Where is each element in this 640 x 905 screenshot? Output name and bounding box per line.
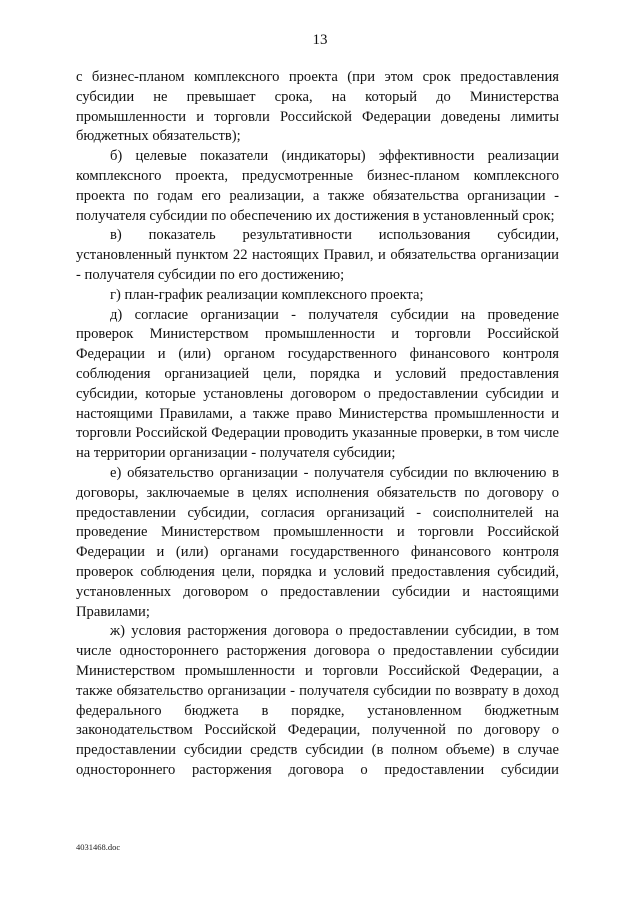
paragraph-zh: ж) условия расторжения договора о предоставлении субсидии, в том числе одностороннего расторжения договора о предоставлении субсидии Министерством промышленности и торговли Российской Федерации, а также обязательство организации - получателя субсидии по возврату в доход федерального бюджета в порядке, установленном бюджетным законодательством Российской Федерации, полученной по договору о предоставлении субсидии средств субсидии (в полном объеме) в случае одностороннего расторжения договора о предоставлении субсидии (76, 623, 559, 778)
paragraph-g: г) план-график реализации комплексного проекта; (110, 286, 424, 303)
paragraph-v: в) показатель результативности использования субсидии, установленный пунктом 22 настоящих Правил, и обязательства организации - получателя субсидии по его достижению; (76, 227, 559, 283)
paragraph-e: е) обязательство организации - получателя субсидии по включению в договоры, заключаемые в целях исполнения обязательств по договору о предоставлении субсидии, согласия организаций - соисполнителей на проведение Министерством промышленности и торговли Российской Федерации и (или) органами государственного финансового контроля проверок соблюдения цели, порядка и условий предоставления субсидий, установленных договором о предоставлении субсидии и настоящими Правилами; (76, 464, 559, 620)
paragraph-b: б) целевые показатели (индикаторы) эффективности реализации комплексного проекта, предусмотренные бизнес-планом комплексного проекта по годам его реализации, а также обязательства организации - получателя субсидии по обеспечению их достижения в установленный срок; (76, 148, 559, 224)
footer-file-name: 4031468.doc (76, 842, 121, 852)
document-body (76, 68, 559, 781)
paragraph-continuation: с бизнес-планом комплексного проекта (при этом срок предоставления субсидии не превышает срока, на который до Министерства промышленности и торговли Российской Федерации доведены лимиты бюджетных обязательств); (76, 69, 559, 145)
paragraph-d: д) согласие организации - получателя субсидии на проведение проверок Министерством промышленности и торговли Российской Федерации и (или) органом государственного финансового контроля соблюдения организацией цели, порядка и условий предоставления субсидии, которые установлены договором о предоставлении субсидии и настоящими Правилами, а также право Министерства промышленности и торговли Российской Федерации проводить указанные проверки, в том числе на территории организации - получателя субсидии; (76, 306, 559, 462)
page-number: 13 (312, 32, 328, 48)
